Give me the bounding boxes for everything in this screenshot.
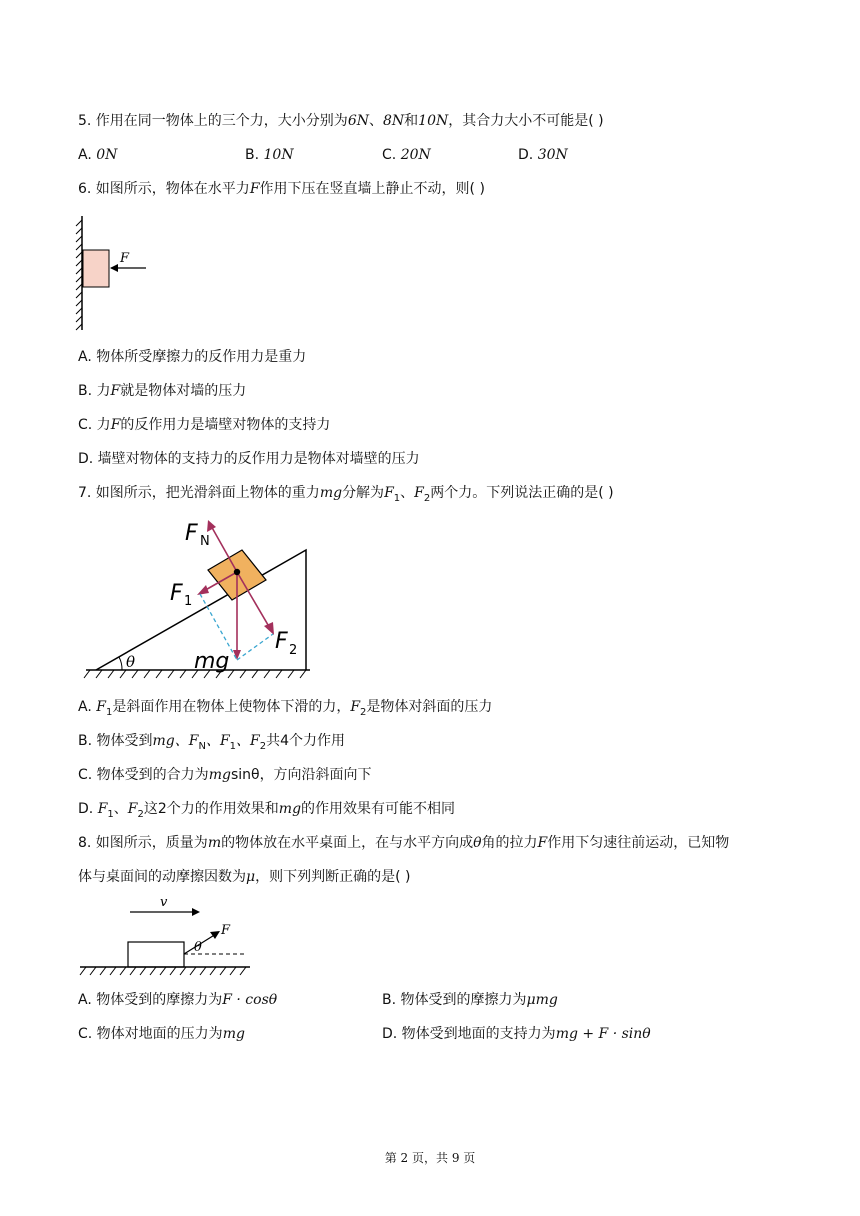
- mg-label: mg: [194, 649, 230, 674]
- option-text: ，方向沿斜面向下: [259, 767, 372, 783]
- q7-option-b[interactable]: [78, 731, 345, 757]
- option-text: 的反作用力是墙壁对物体的支持力: [120, 417, 331, 433]
- option-text: 的作用效果有可能不相同: [301, 801, 456, 817]
- q7-stem-text: 分解为: [342, 485, 385, 501]
- option-label: A.: [78, 699, 97, 715]
- q5-sep: 、: [368, 113, 383, 129]
- f1-arrowhead: [197, 585, 209, 595]
- q5-sep: 和: [404, 113, 419, 129]
- option-expr: mg + F · sinθ: [555, 1026, 651, 1042]
- option-var: mg、F: [152, 733, 199, 749]
- option-expr: μmg: [526, 992, 558, 1008]
- q5-stem-text: 5. 作用在同一物体上的三个力，大小分别为: [78, 113, 348, 129]
- option-text: C. 力: [78, 417, 111, 433]
- option-sub: 1: [107, 808, 114, 820]
- fn-arrowhead: [207, 520, 216, 532]
- option-label: C.: [382, 147, 401, 163]
- q8-option-d[interactable]: [382, 1024, 651, 1044]
- option-text: 就是物体对墙的压力: [120, 383, 247, 399]
- q6-force-label: F: [120, 251, 130, 266]
- q7-f1-sub: 1: [393, 492, 401, 504]
- option-text: 共4个力作用: [266, 733, 346, 749]
- option-text: C. 物体对地面的压力为: [78, 1026, 223, 1042]
- q6-option-b[interactable]: [78, 381, 246, 401]
- option-text: 这2个力的作用效果和: [143, 801, 279, 817]
- option-sub: 1: [105, 706, 113, 718]
- q7-incline-figure: [78, 512, 318, 687]
- option-text: C. 物体受到的合力为: [78, 767, 209, 783]
- q8-text: 8. 如图所示，质量为: [78, 835, 208, 851]
- q7-sep: 、: [400, 485, 415, 501]
- f2-arrowhead: [264, 622, 274, 635]
- option-label: D.: [518, 147, 538, 163]
- option-sub: 2: [137, 808, 144, 820]
- q7-option-d[interactable]: [78, 799, 455, 825]
- option-value: 0N: [96, 147, 118, 163]
- q8-option-a[interactable]: [78, 990, 277, 1010]
- option-var: 、F: [236, 733, 260, 749]
- option-sub: 2: [259, 740, 267, 752]
- option-value: 10N: [263, 147, 294, 163]
- q5-option-c[interactable]: [382, 145, 431, 165]
- q5-option-a[interactable]: [78, 145, 117, 165]
- q7-stem-tail: 两个力。下列说法正确的是( ): [430, 485, 614, 501]
- q5-stem: [78, 111, 604, 131]
- option-sep: 、: [113, 801, 128, 817]
- q6-var-f: F: [249, 181, 260, 197]
- q8-block-figure: [78, 894, 258, 979]
- q7-stem-text: 7. 如图所示，把光滑斜面上物体的重力: [78, 485, 320, 501]
- page-footer: 第 2 页，共 9 页: [384, 1151, 476, 1165]
- q8-var: θ: [473, 835, 482, 851]
- f1-label: F: [170, 581, 183, 606]
- option-var: F: [110, 383, 121, 399]
- option-sub: 1: [229, 740, 237, 752]
- q6-option-c[interactable]: [78, 415, 330, 435]
- option-var: F: [127, 801, 138, 817]
- q8-text: 作用下匀速往前运动，已知物: [547, 835, 730, 851]
- option-var: F: [110, 417, 121, 433]
- option-var: F: [96, 699, 106, 715]
- option-text: A. 物体受到的摩擦力为: [78, 992, 223, 1008]
- option-sub: 2: [360, 706, 367, 718]
- f2-label: F: [275, 629, 288, 654]
- dashed-line-2: [237, 634, 273, 660]
- fn-sub: N: [200, 534, 210, 549]
- q6-stem-text: 6. 如图所示，物体在水平力: [78, 181, 250, 197]
- option-text: A. 物体所受摩擦力的反作用力是重力: [78, 349, 307, 365]
- f-arrowhead: [210, 931, 220, 939]
- option-var: F: [97, 801, 108, 817]
- q7-option-c[interactable]: [78, 765, 372, 785]
- q7-mg: mg: [319, 485, 343, 501]
- option-text: B. 力: [78, 383, 111, 399]
- option-var: mg: [278, 801, 302, 817]
- option-text: B. 物体受到: [78, 733, 153, 749]
- option-text: D. 物体受到地面的支持力为: [382, 1026, 556, 1042]
- v-label: v: [160, 895, 168, 910]
- f-label: F: [221, 923, 231, 938]
- q8-option-b[interactable]: [382, 990, 558, 1010]
- q8-var: m: [207, 835, 222, 851]
- q8-var: F: [537, 835, 548, 851]
- q5-option-b[interactable]: [245, 145, 294, 165]
- q5-force-1: 6N: [347, 113, 369, 129]
- q7-f1: F: [384, 485, 394, 501]
- option-var: mg: [208, 767, 231, 783]
- wall-hatching: [76, 220, 82, 330]
- q8-block: [128, 942, 184, 967]
- option-label: B.: [245, 147, 264, 163]
- option-expr: mg: [222, 1026, 245, 1042]
- q7-f2: F: [414, 485, 424, 501]
- v-arrowhead: [192, 908, 200, 916]
- q6-stem-tail: 作用下压在竖直墙上静止不动，则( ): [259, 181, 485, 197]
- option-var: 、F: [205, 733, 230, 749]
- center-dot: [234, 569, 240, 575]
- q7-option-a[interactable]: [78, 697, 492, 723]
- option-var: F: [350, 699, 361, 715]
- option-value: 20N: [400, 147, 431, 163]
- fn-label: F: [185, 521, 198, 546]
- option-text: 是物体对斜面的压力: [366, 699, 493, 715]
- q8-stem-line-2: [78, 867, 410, 887]
- q6-option-d[interactable]: [78, 449, 420, 469]
- q5-force-3: 10N: [418, 113, 449, 129]
- q7-stem: [78, 483, 614, 509]
- q8-text: 体与桌面间的动摩擦因数为: [78, 869, 246, 885]
- f2-sub: 2: [289, 643, 298, 658]
- table-hatching: [80, 967, 246, 975]
- option-value: 30N: [537, 147, 568, 163]
- q8-stem-line-1: [78, 833, 729, 853]
- q8-text: 角的拉力: [481, 835, 538, 851]
- q6-option-a[interactable]: [78, 347, 306, 367]
- option-label: D.: [78, 801, 98, 817]
- q8-text: 的物体放在水平桌面上，在与水平方向成: [221, 835, 474, 851]
- option-label: A.: [78, 147, 97, 163]
- q6-block: [83, 250, 109, 287]
- option-sub: N: [198, 740, 206, 752]
- q5-force-2: 8N: [382, 113, 405, 129]
- q8-option-c[interactable]: [78, 1024, 245, 1044]
- q6-arrowhead: [110, 264, 118, 272]
- option-text: 是斜面作用在物体上使物体下滑的力，: [112, 699, 351, 715]
- q8-var: μ: [246, 869, 256, 885]
- option-text: D. 墙壁对物体的支持力的反作用力是物体对墙壁的压力: [78, 451, 420, 467]
- f1-sub: 1: [184, 594, 193, 609]
- q7-f2-sub: 2: [423, 492, 431, 504]
- q6-stem: [78, 179, 485, 199]
- q8-text: ，则下列判断正确的是( ): [255, 869, 411, 885]
- option-expr: F · cosθ: [222, 992, 278, 1008]
- theta-label: θ: [194, 940, 202, 955]
- angle-arc: [119, 657, 122, 670]
- q5-option-d[interactable]: [518, 145, 568, 165]
- q7-theta-label: θ: [126, 653, 136, 671]
- q6-wall-figure: [74, 212, 154, 332]
- q5-stem-tail: ，其合力大小不可能是( ): [448, 113, 604, 129]
- option-text: B. 物体受到的摩擦力为: [382, 992, 527, 1008]
- option-sin: sinθ: [230, 767, 260, 783]
